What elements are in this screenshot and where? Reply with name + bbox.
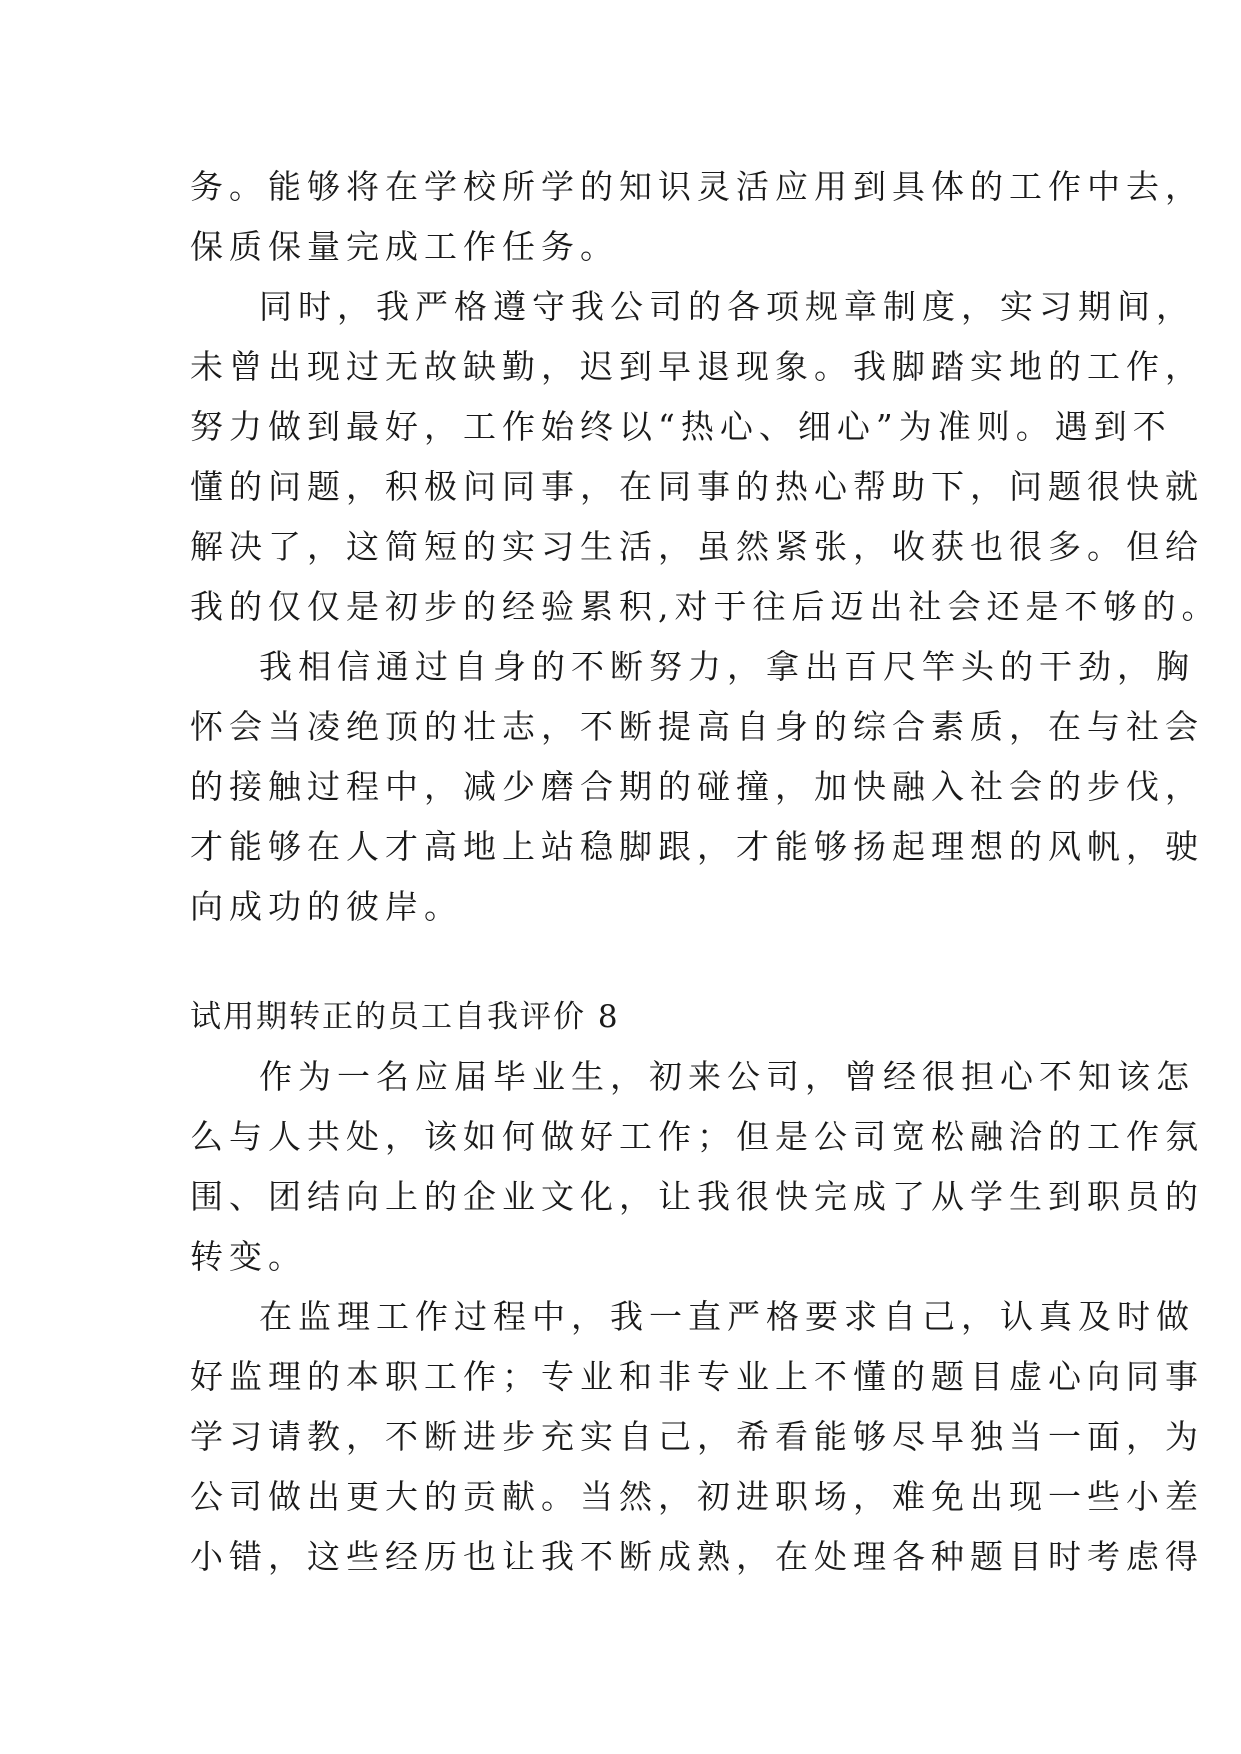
text-line: 解决了，这简短的实习生活，虽然紧张，收获也很多。但给: [190, 527, 1204, 566]
text-line: 围、团结向上的企业文化，让我很快完成了从学生到职员的: [190, 1177, 1204, 1216]
text-line: 的接触过程中，减少磨合期的碰撞，加快融入社会的步伐，: [190, 767, 1204, 806]
section-gap: [190, 937, 1060, 987]
text-line: 我的仅仅是初步的经验累积,对于往后迈出社会还是不够的。: [190, 587, 1221, 626]
text-line: 怀会当凌绝顶的壮志，不断提高自身的综合素质，在与社会: [190, 707, 1204, 746]
text-line: 小错，这些经历也让我不断成熟，在处理各种题目时考虑得: [190, 1537, 1204, 1576]
text-line: 未曾出现过无故缺勤，迟到早退现象。我脚踏实地的工作，: [190, 347, 1204, 386]
text-line: 务。能够将在学校所学的知识灵活应用到具体的工作中去，: [190, 167, 1204, 206]
text-line: 学习请教，不断进步充实自己，希看能够尽早独当一面，为: [190, 1417, 1204, 1456]
paragraph-graduate: [190, 1047, 1204, 1287]
section-heading: 试用期转正的员工自我评价 8: [190, 999, 620, 1035]
paragraph-supervision: [190, 1287, 1204, 1587]
text-line: 向成功的彼岸。: [190, 887, 463, 926]
text-line: 么与人共处，该如何做好工作；但是公司宽松融洽的工作氛: [190, 1117, 1204, 1156]
text-line: 保质保量完成工作任务。: [190, 227, 619, 266]
text-line: 转变。: [190, 1237, 307, 1276]
paragraph-compliance: [190, 277, 1221, 637]
text-line: 作为一名应届毕业生，初来公司，曾经很担心不知该怎: [259, 1057, 1195, 1096]
text-line: 在监理工作过程中，我一直严格要求自己，认真及时做: [259, 1297, 1195, 1336]
text-line: 公司做出更大的贡献。当然，初进职场，难免出现一些小差: [190, 1477, 1204, 1516]
text-line: 懂的问题，积极问同事，在同事的热心帮助下，问题很快就: [190, 467, 1204, 506]
text-line: 才能够在人才高地上站稳脚跟，才能够扬起理想的风帆，驶: [190, 827, 1204, 866]
text-line: 我相信通过自身的不断努力，拿出百尺竿头的干劲，胸: [259, 647, 1195, 686]
text-line: 好监理的本职工作；专业和非专业上不懂的题目虚心向同事: [190, 1357, 1204, 1396]
text-line: 努力做到最好，工作始终以“热心、细心”为准则。遇到不: [190, 407, 1172, 446]
document-body: [190, 157, 1221, 1587]
paragraph-continuation: [190, 157, 1204, 277]
text-line: 同时，我严格遵守我公司的各项规章制度，实习期间，: [259, 287, 1195, 326]
paragraph-belief: [190, 637, 1204, 937]
